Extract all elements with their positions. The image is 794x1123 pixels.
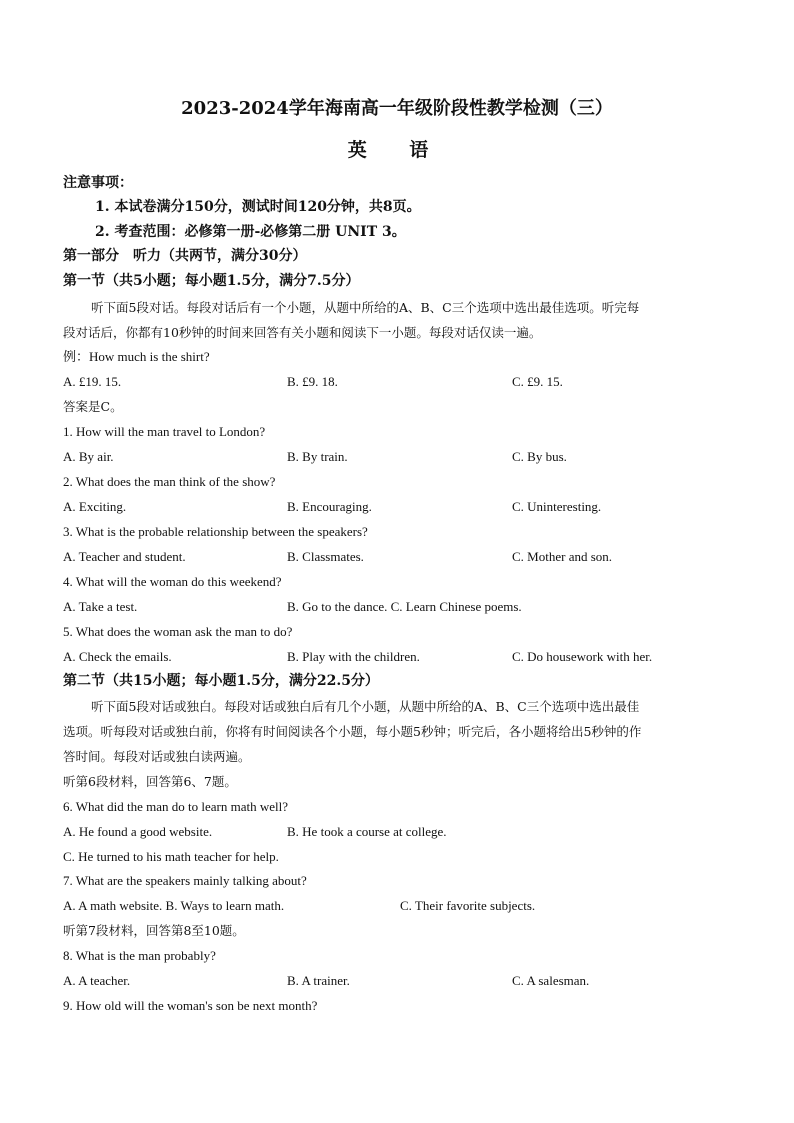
q1-option-b: B. By train.	[287, 449, 348, 464]
subject-title: 英 语	[347, 139, 447, 161]
question-7: 7. What are the speakers mainly talking about?	[63, 873, 307, 888]
example-answer: 答案是C。	[63, 399, 123, 414]
notice-item: 1. 本试卷满分150分，测试时间120分钟，共8页。	[95, 199, 421, 215]
q4-option-a: A. Take a test.	[63, 599, 138, 614]
q7-option-c: C. Their favorite subjects.	[400, 898, 536, 913]
question-3: 3. What is the probable relationship between the speakers?	[63, 524, 368, 539]
q3-option-b: B. Classmates.	[287, 549, 364, 564]
q2-option-c: C. Uninteresting.	[512, 499, 602, 514]
q4-option-bc: B. Go to the dance. C. Learn Chinese poems.	[287, 599, 522, 614]
question-4: 4. What will the woman do this weekend?	[63, 574, 282, 589]
question-5: 5. What does the woman ask the man to do?	[63, 624, 293, 639]
section1-instruction: 听下面5段对话。每段对话后有一个小题，从题中所给的A、B、C三个选项中选出最佳选项。听完每	[91, 300, 640, 315]
material-7-heading: 听第7段材料，回答第8至10题。	[63, 923, 245, 938]
q6-option-a: A. He found a good website.	[63, 824, 213, 839]
exam-title: 2023-2024学年海南高一年级阶段性教学检测（三）	[181, 98, 613, 119]
q5-option-c: C. Do housework with her.	[512, 649, 653, 664]
q5-option-b: B. Play with the children.	[287, 649, 420, 664]
question-2: 2. What does the man think of the show?	[63, 474, 276, 489]
section2-instruction: 答时间。每段对话或独白读两遍。	[63, 749, 251, 764]
question-1: 1. How will the man travel to London?	[63, 424, 266, 439]
q8-option-b: B. A trainer.	[287, 973, 350, 988]
q1-option-a: A. By air.	[63, 449, 114, 464]
example-question: 例：How much is the shirt?	[63, 349, 210, 364]
q6-option-b: B. He took a course at college.	[287, 824, 447, 839]
example-option-a: A. £19. 15.	[63, 374, 122, 389]
example-option-c: C. £9. 15.	[512, 374, 563, 389]
example-option-b: B. £9. 18.	[287, 374, 338, 389]
q2-option-b: B. Encouraging.	[287, 499, 372, 514]
part1-heading: 第一部分 听力（共两节，满分30分）	[63, 248, 307, 264]
q3-option-a: A. Teacher and student.	[63, 549, 186, 564]
section2-heading: 第二节（共15小题；每小题1.5分，满分22.5分）	[63, 673, 379, 689]
section2-instruction: 选项。听每段对话或独白前，你将有时间阅读各个小题，每小题5秒钟；听完后，各小题将给出5秒钟的作	[63, 724, 642, 739]
question-8: 8. What is the man probably?	[63, 948, 216, 963]
q1-option-c: C. By bus.	[512, 449, 567, 464]
q6-option-c: C. He turned to his math teacher for help.	[63, 849, 279, 864]
notice-heading: 注意事项：	[63, 175, 133, 191]
question-9: 9. How old will the woman's son be next month?	[63, 998, 318, 1013]
material-6-heading: 听第6段材料，回答第6、7题。	[63, 774, 237, 789]
q2-option-a: A. Exciting.	[63, 499, 127, 514]
section1-heading: 第一节（共5小题；每小题1.5分，满分7.5分）	[63, 273, 360, 289]
q7-option-ab: A. A math website. B. Ways to learn math.	[63, 898, 285, 913]
question-6: 6. What did the man do to learn math well?	[63, 799, 289, 814]
section2-instruction: 听下面5段对话或独白。每段对话或独白后有几个小题，从题中所给的A、B、C三个选项中选出最佳	[91, 699, 640, 714]
notice-item: 2. 考查范围：必修第一册-必修第二册 UNIT 3。	[95, 224, 406, 240]
q8-option-c: C. A salesman.	[512, 973, 590, 988]
q3-option-c: C. Mother and son.	[512, 549, 613, 564]
q5-option-a: A. Check the emails.	[63, 649, 172, 664]
section1-instruction: 段对话后，你都有10秒钟的时间来回答有关小题和阅读下一小题。每段对话仅读一遍。	[63, 325, 542, 340]
q8-option-a: A. A teacher.	[63, 973, 131, 988]
